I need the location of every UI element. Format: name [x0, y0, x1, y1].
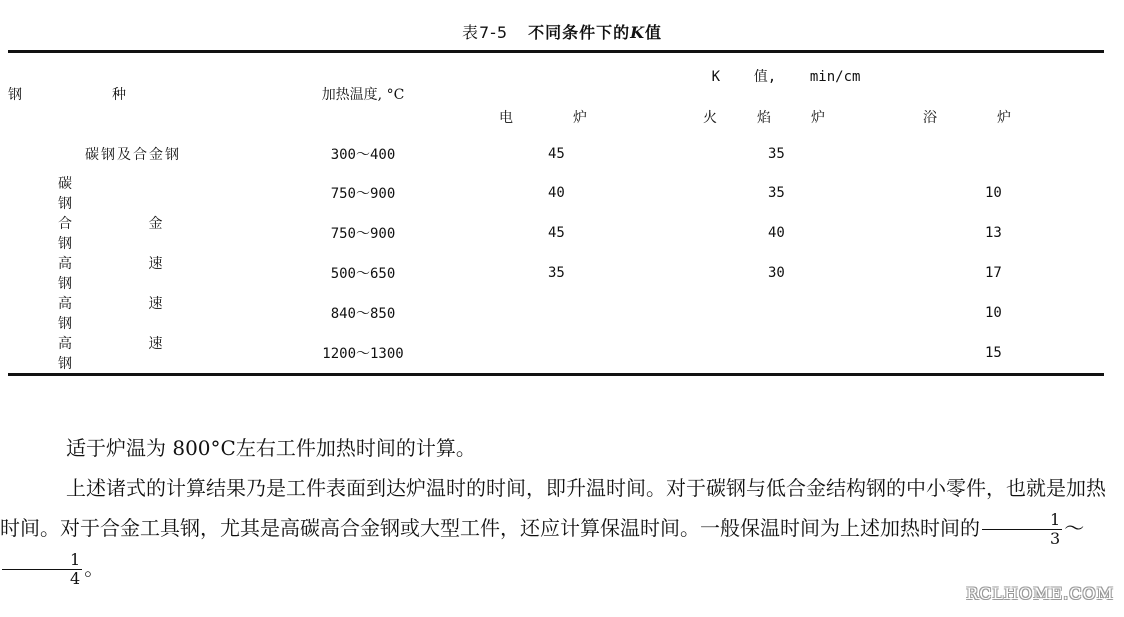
cell-steel: 高 速 钢	[8, 333, 258, 375]
table-row	[8, 213, 1104, 253]
cell-bath: 13	[985, 225, 1002, 241]
watermark: RCLHOME.COM	[966, 584, 1114, 603]
cell-bath: 10	[985, 185, 1002, 201]
cell-bath	[890, 135, 1104, 173]
cell-temp: 300～400	[330, 147, 396, 163]
cell-electric: 35	[548, 265, 565, 281]
header-bath: 浴炉	[923, 110, 1072, 126]
fraction-denominator: 4	[70, 569, 81, 588]
cell-steel: 碳钢及合金钢	[85, 147, 181, 163]
cell-bath: 15	[890, 333, 1104, 375]
header-flame: 火焰炉	[703, 110, 865, 126]
cell-flame: 40	[768, 225, 785, 241]
body-text	[0, 428, 1116, 588]
cell-steel: 合 金 钢	[58, 216, 199, 252]
fraction-numerator: 1	[2, 551, 82, 570]
header-k-value: K 值, min/cm	[468, 52, 1104, 100]
cell-flame	[678, 293, 890, 333]
paragraph-2-text: 上述诸式的计算结果乃是工件表面到达炉温时的时间，即升温时间。对于碳钢与低合金结构钢的中小零件，也就是加热时间。对于合金工具钢，尤其是高碳高合金钢或大型工件，还应计算保温时间。一般保温时间为上述加热时间的	[0, 476, 1106, 540]
caption-k-symbol: K	[630, 23, 646, 42]
paragraph-1: 适于炉温为 800°C左右工件加热时间的计算。	[66, 436, 476, 460]
cell-temp: 840～850	[330, 306, 396, 322]
caption-number: 表7-5	[461, 23, 509, 42]
cell-temp: 500～650	[330, 266, 396, 282]
caption-prefix: 不同条件下的	[528, 23, 631, 42]
header-electric: 电炉	[499, 110, 647, 126]
cell-flame: 35	[768, 146, 785, 162]
cell-electric: 45	[548, 146, 565, 162]
cell-flame	[678, 333, 890, 375]
cell-temp: 1200～1300	[258, 333, 468, 375]
cell-temp: 750～900	[330, 186, 396, 202]
cell-electric: 45	[548, 225, 565, 241]
header-temp: 加热温度, °C	[258, 52, 468, 136]
cell-flame: 30	[768, 265, 785, 281]
fraction-one-quarter	[2, 551, 82, 588]
cell-bath: 17	[985, 265, 1002, 281]
table-row	[8, 253, 1104, 293]
table-row	[8, 135, 1104, 173]
k-value-table	[8, 50, 1104, 376]
cell-bath: 10	[985, 305, 1002, 321]
caption-suffix: 值	[645, 23, 663, 42]
cell-steel: 碳 钢	[58, 176, 162, 212]
table-caption	[0, 20, 1124, 43]
table-row	[8, 293, 1104, 333]
table-row	[8, 173, 1104, 213]
cell-temp: 750～900	[330, 226, 396, 242]
cell-electric: 40	[548, 185, 565, 201]
cell-steel: 高 速 钢	[58, 296, 199, 332]
tilde: ～	[1064, 516, 1085, 540]
paragraph-2	[0, 468, 1116, 588]
cell-steel: 高 速 钢	[58, 256, 199, 292]
header-steel: 钢种	[8, 52, 258, 136]
paragraph-end: 。	[84, 556, 105, 580]
cell-electric	[468, 293, 678, 333]
fraction-numerator: 1	[982, 511, 1062, 530]
fraction-denominator: 3	[1050, 529, 1061, 548]
cell-electric	[468, 333, 678, 375]
cell-flame: 35	[768, 185, 785, 201]
fraction-one-third	[982, 511, 1062, 548]
table-row	[8, 333, 1104, 375]
